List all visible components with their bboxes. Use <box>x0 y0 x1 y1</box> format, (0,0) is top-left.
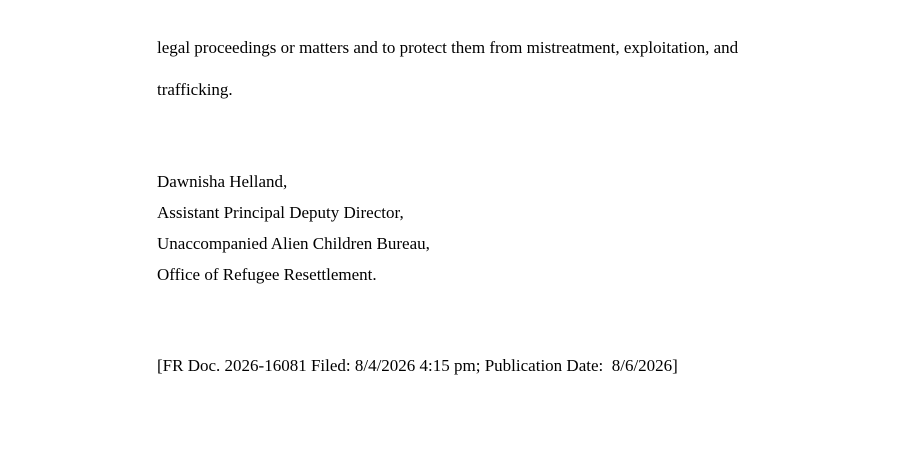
signer-name: Dawnisha Helland, <box>157 172 288 191</box>
signer-bureau: Unaccompanied Alien Children Bureau, <box>157 234 430 253</box>
signer-title: Assistant Principal Deputy Director, <box>157 203 404 222</box>
signer-office: Office of Refugee Resettlement. <box>157 265 377 284</box>
paragraph-line: trafficking. <box>157 80 233 99</box>
paragraph-line: legal proceedings or matters and to protect them from mistreatment, exploitation, and <box>157 38 739 57</box>
fr-doc-filing-note: [FR Doc. 2026-16081 Filed: 8/4/2026 4:15 pm; Publication Date: 8/6/2026] <box>157 356 678 375</box>
